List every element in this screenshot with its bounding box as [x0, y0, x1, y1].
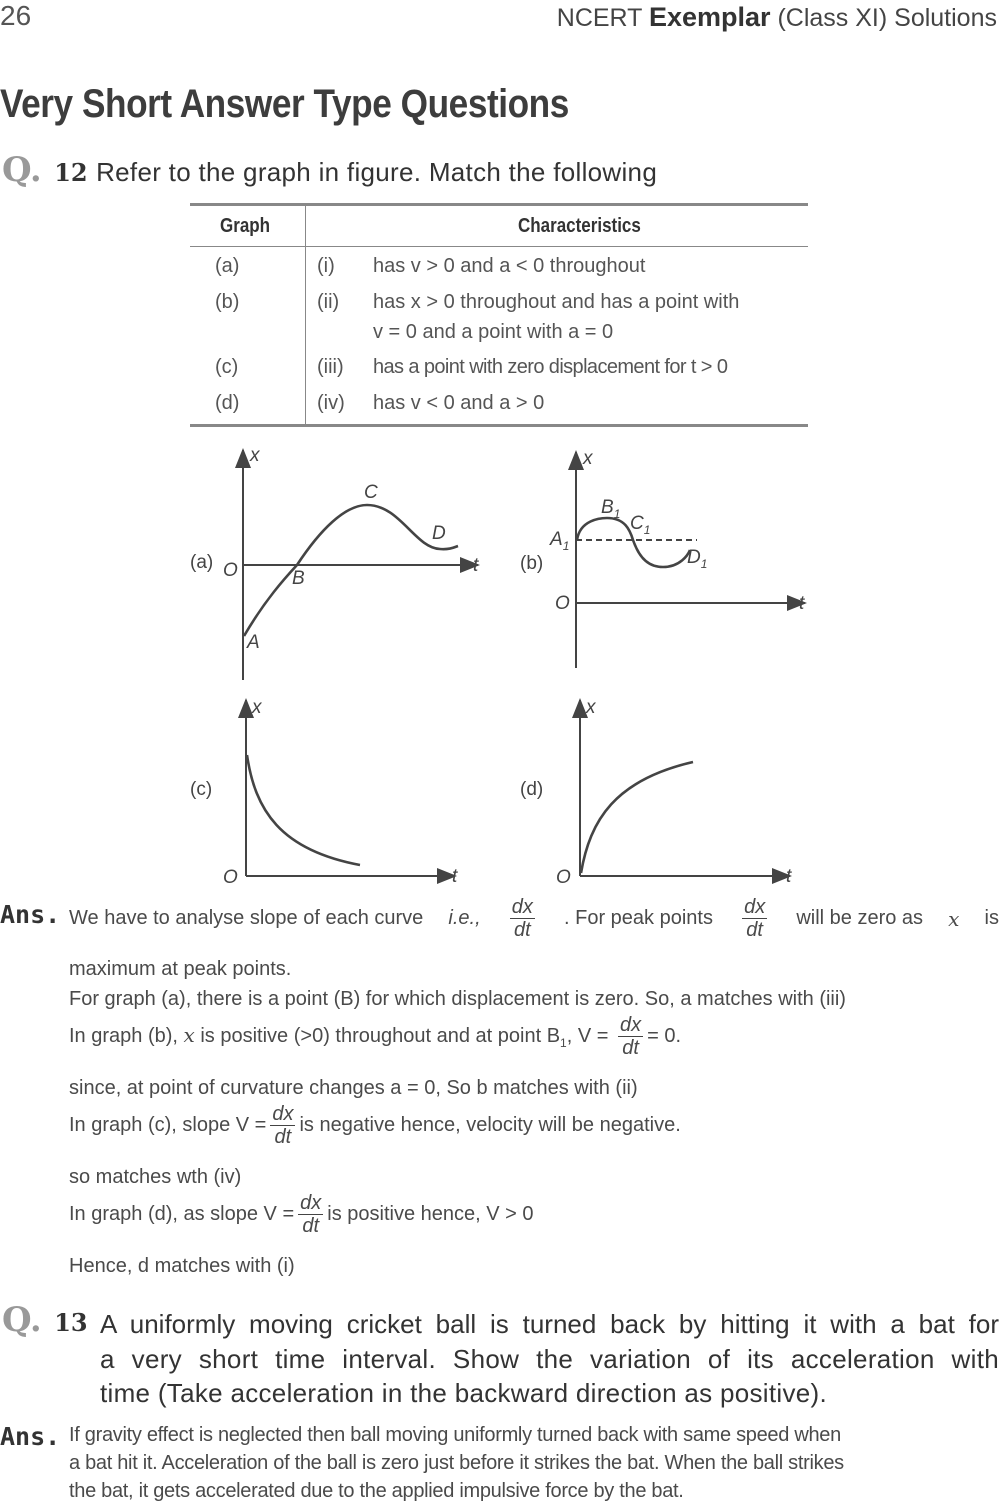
answer-label: Ans. [0, 1422, 61, 1451]
fraction-num: dx [300, 1192, 322, 1214]
table-cell-graph: (c) [215, 356, 239, 378]
table-header-characteristics: Characteristics [518, 215, 641, 237]
answer-line: If gravity effect is neglected then ball moving uniformly turned back with same speed when [69, 1424, 841, 1446]
fraction-den: dt [513, 919, 531, 941]
answer-line [69, 1103, 681, 1148]
fraction-dx-dt [618, 1014, 643, 1059]
table-cell-num: (ii) [317, 291, 340, 313]
table-header-graph: Graph [220, 215, 271, 237]
answer-line: the bat, it gets accelerated due to the applied impulsive force by the bat. [69, 1480, 684, 1502]
answer-line: a bat hit it. Acceleration of the ball is zero just before it strikes the bat. When the ball strikes [69, 1452, 844, 1474]
graph-d-origin: O [556, 867, 571, 888]
answer-line: For graph (a), there is a point (B) for which displacement is zero. So, a matches with (iii) [69, 988, 846, 1010]
section-title: Very Short Answer Type Questions [0, 82, 569, 126]
graph-d-x-label: x [586, 697, 596, 718]
answer-line [69, 1014, 681, 1059]
fraction-dx-dt [742, 896, 767, 941]
graph-a-x-label: x [250, 445, 260, 466]
fraction-num: dx [272, 1103, 294, 1125]
fraction-dx-dt [270, 1103, 295, 1148]
fraction-dx-dt [510, 896, 535, 941]
graph-c-curve [247, 755, 360, 865]
answer-text: is positive hence, V > 0 [327, 1202, 534, 1225]
question-text: A uniformly moving cricket ball is turned back by hitting it with a bat for [100, 1309, 999, 1339]
answer-line: Hence, d matches with (i) [69, 1255, 295, 1277]
answer-text: is positive (>0) throughout and at point B [200, 1024, 561, 1047]
table-cell-num: (iii) [317, 356, 344, 378]
table-cell-text: has x > 0 throughout and has a point with [373, 291, 740, 313]
answer-text: In graph (d), as slope V = [69, 1202, 295, 1225]
answer-text: i.e., [448, 907, 481, 929]
question-mark-q: Q. [2, 150, 42, 190]
table-cell-text: has v < 0 and a > 0 [373, 392, 545, 414]
table-cell-num: (i) [317, 255, 335, 277]
graph-b-point-b1: $B_1$ [601, 497, 621, 521]
answer-text: , V = [566, 1024, 609, 1047]
answer-text: will be zero as [796, 907, 924, 929]
table-cell-graph: (d) [215, 392, 240, 414]
answer-line [69, 1192, 534, 1237]
answer-text: . For peak points [564, 907, 713, 929]
graph-b-point-c1: $C_1$ [630, 513, 651, 537]
answer-text: is [984, 907, 999, 929]
graph-d-curve [581, 762, 693, 873]
graph-a-point-c: C [364, 482, 378, 503]
graph-c-x-label: x [252, 697, 262, 718]
answer-text: In graph (b), [69, 1024, 178, 1047]
question-text: a very short time interval. Show the variation of its acceleration with [100, 1344, 999, 1374]
answer-var: x [948, 906, 960, 931]
question-number: 12 [54, 158, 88, 187]
graph-b-point-a1: $A_1$ [550, 529, 570, 553]
question-text: Refer to the graph in figure. Match the following [96, 157, 658, 187]
fraction-den: dt [274, 1126, 292, 1148]
graph-a-label: (a) [190, 552, 214, 573]
graph-b-x-label: x [583, 448, 593, 469]
question-text: time (Take acceleration in the backward direction as positive). [100, 1378, 828, 1408]
table-cell-num: (iv) [317, 392, 345, 414]
graph-d-t-label: t [786, 866, 792, 887]
graph-c-origin: O [223, 867, 238, 888]
graph-b-t-label: t [799, 593, 805, 614]
graph-a-t-label: t [473, 555, 479, 576]
question-13-heading [2, 1300, 88, 1340]
table-cell-graph: (b) [215, 291, 240, 313]
graph-c-label: (c) [190, 779, 213, 800]
answer-text: = 0. [647, 1024, 682, 1047]
graph-a-curve [244, 505, 458, 636]
fraction-num: dx [619, 1014, 642, 1036]
graph-a-point-a: A [247, 632, 260, 653]
book-prefix: NCERT [556, 4, 642, 32]
book-title-bold: Exemplar [648, 2, 771, 32]
subscript: 1 [560, 1035, 567, 1050]
graph-d-label: (d) [520, 779, 544, 800]
question-number: 13 [54, 1308, 88, 1337]
graph-c-t-label: t [452, 866, 458, 887]
page-number: 26 [0, 0, 32, 31]
book-suffix: (Class XI) Solutions [777, 4, 997, 32]
graph-a-origin: O [223, 560, 238, 581]
question-mark-q: Q. [2, 1300, 42, 1340]
fraction-num: dx [511, 896, 533, 918]
graph-b-point-d1: $D_1$ [687, 547, 708, 571]
table-cell-text: has v > 0 and a < 0 throughout [373, 255, 646, 277]
table-cell-graph: (a) [215, 255, 240, 277]
graph-b-origin: O [555, 593, 570, 614]
graph-b-label: (b) [520, 553, 544, 574]
graph-a-point-b: B [292, 568, 305, 589]
answer-line: maximum at peak points. [69, 958, 292, 980]
answer-line [69, 896, 999, 941]
fraction-den: dt [746, 919, 763, 941]
answer-line: since, at point of curvature changes a = 0, So b matches with (ii) [69, 1077, 638, 1099]
answer-text: In graph (c), slope V = [69, 1113, 267, 1136]
table-cell-text: has a point with zero displacement for t > 0 [373, 356, 728, 378]
answer-var: x [183, 1022, 195, 1047]
answer-text: is negative hence, velocity will be negative. [299, 1113, 681, 1136]
answer-label: Ans. [0, 900, 61, 929]
fraction-den: dt [302, 1215, 320, 1237]
fraction-den: dt [622, 1037, 639, 1059]
fraction-num: dx [744, 896, 766, 918]
table-cell-text-cont: v = 0 and a point with a = 0 [373, 321, 614, 343]
answer-line: so matches wth (iv) [69, 1166, 242, 1188]
graph-a-point-d: D [432, 523, 446, 544]
fraction-dx-dt [298, 1192, 323, 1237]
answer-text: We have to analyse slope of each curve [69, 907, 424, 929]
